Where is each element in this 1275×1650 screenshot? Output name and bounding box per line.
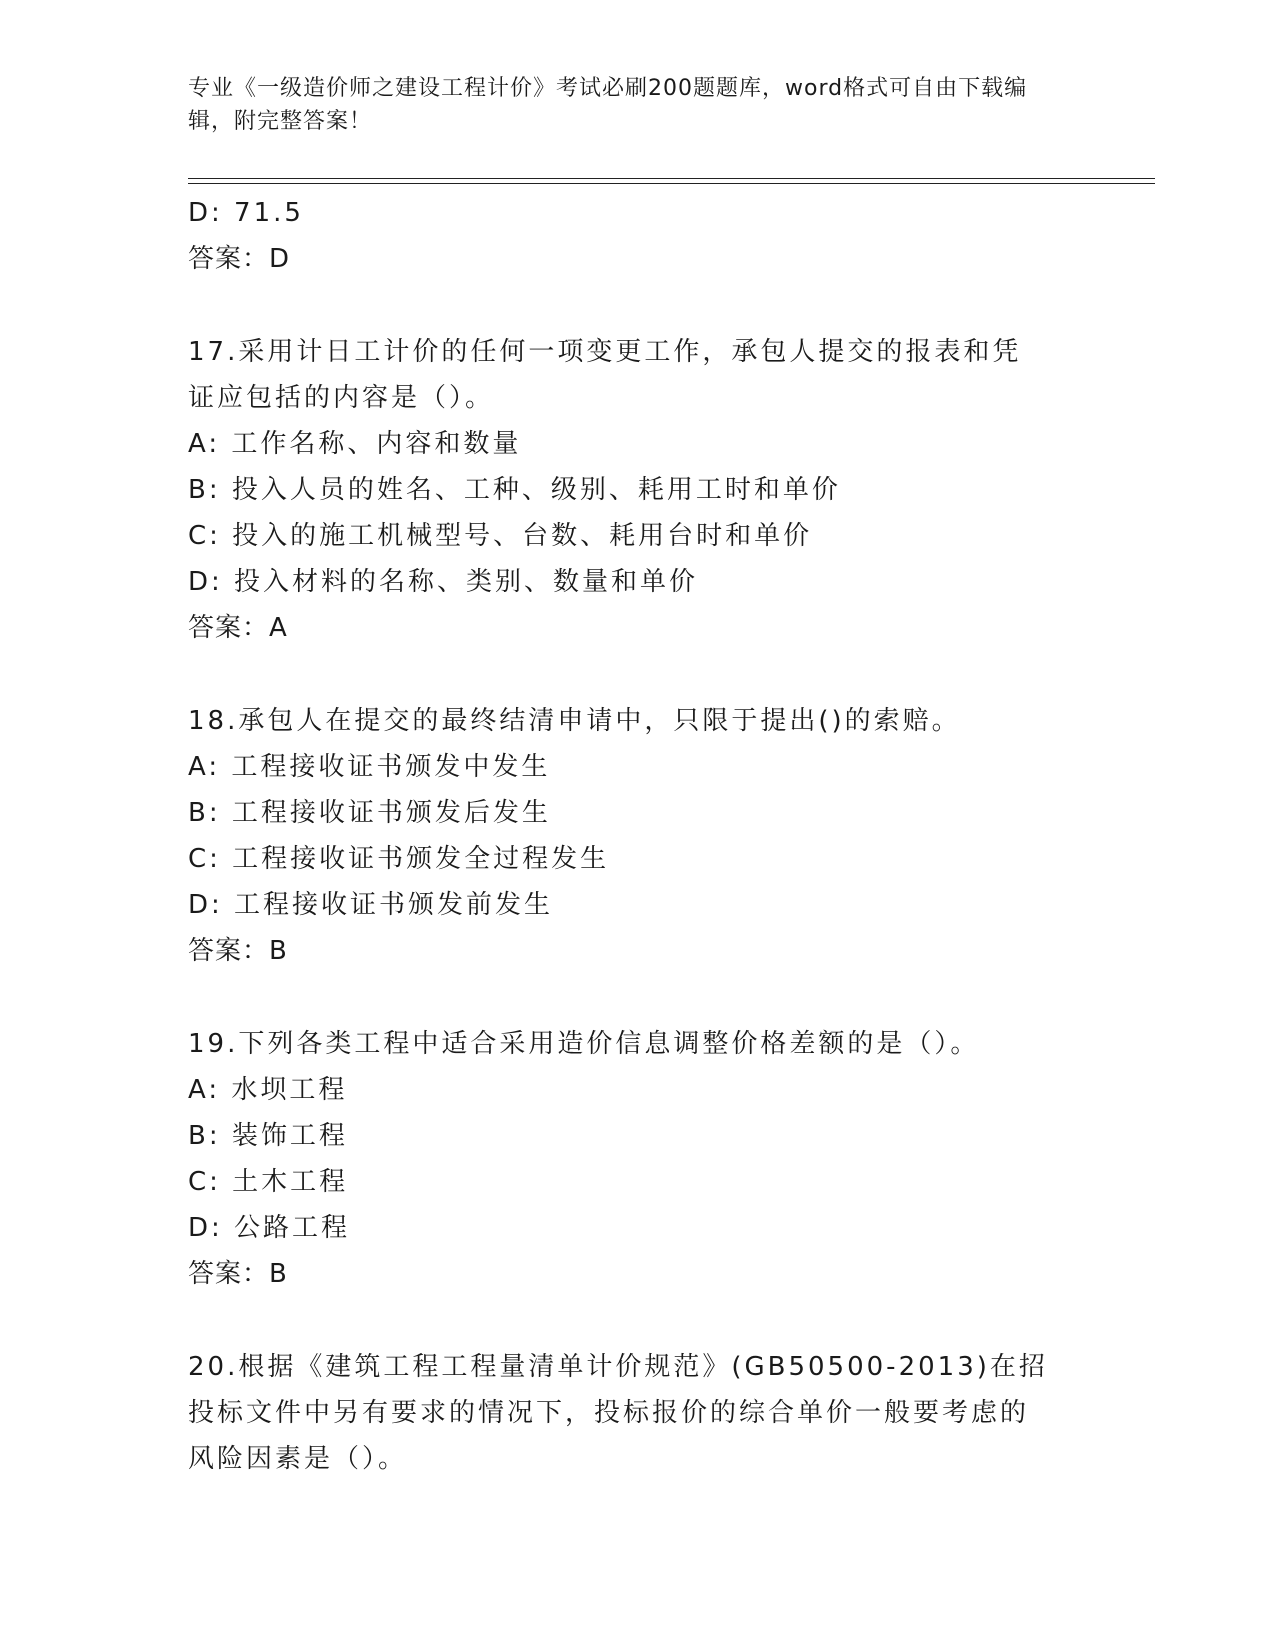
answer-line: 答案：B	[188, 1259, 288, 1289]
question-stem: 20.根据《建筑工程工程量清单计价规范》(GB50500-2013)在招投标文件中另有要求的情况下，投标报价的综合单价一般要考虑的风险因素是（）。	[188, 1352, 1048, 1474]
option-c: C: 投入的施工机械型号、台数、耗用台时和单价	[188, 521, 813, 551]
answer-line: 答案：D	[188, 244, 291, 274]
question-17	[188, 329, 1088, 651]
question-stem: 18.承包人在提交的最终结清申请中，只限于提出()的索赔。	[188, 706, 961, 736]
option-d: D: 工程接收证书颁发前发生	[188, 890, 554, 920]
option-d: D: 公路工程	[188, 1213, 351, 1243]
option-c: C: 土木工程	[188, 1167, 349, 1197]
option-a: A: 水坝工程	[188, 1075, 348, 1105]
question-20	[188, 1344, 1088, 1482]
option-d: D: 71.5	[188, 198, 304, 228]
option-b: B: 投入人员的姓名、工种、级别、耗用工时和单价	[188, 475, 841, 505]
option-c: C: 工程接收证书颁发全过程发生	[188, 844, 610, 874]
option-d: D: 投入材料的名称、类别、数量和单价	[188, 567, 699, 597]
answer-line: 答案：A	[188, 613, 288, 643]
option-a: A: 工程接收证书颁发中发生	[188, 752, 551, 782]
question-stem: 17.采用计日工计价的任何一项变更工作，承包人提交的报表和凭证应包括的内容是（）。	[188, 337, 1022, 413]
option-b: B: 工程接收证书颁发后发生	[188, 798, 551, 828]
answer-line: 答案：B	[188, 936, 288, 966]
option-a: A: 工作名称、内容和数量	[188, 429, 522, 459]
header-divider-top	[188, 178, 1155, 179]
question-19	[188, 1021, 1088, 1297]
question-stem: 19.下列各类工程中适合采用造价信息调整价格差额的是（）。	[188, 1029, 980, 1059]
option-b: B: 装饰工程	[188, 1121, 348, 1151]
header-divider-bottom	[188, 183, 1155, 184]
page-header: 专业《一级造价师之建设工程计价》考试必刷200题题库，word格式可自由下载编辑，附完整答案！	[188, 76, 1028, 134]
document-body	[188, 190, 1088, 1482]
question-18	[188, 698, 1088, 974]
